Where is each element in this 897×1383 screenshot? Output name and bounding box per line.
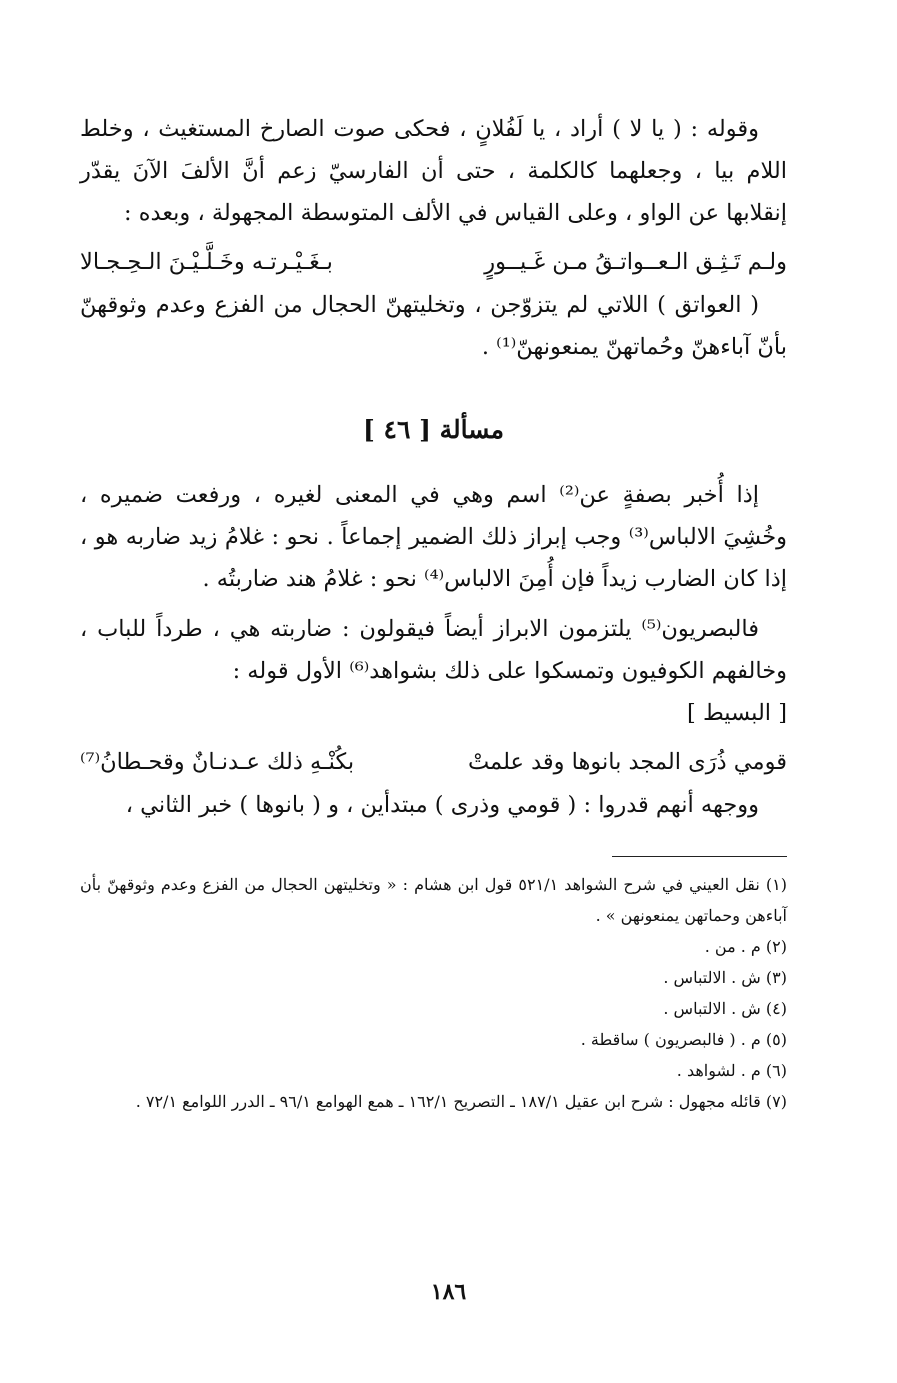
- verse-1-first-hemistich: ولـم تَـثِـق الـعــواتـقُ مـن غَـيــورٍ: [484, 249, 787, 275]
- footnote-7: (٧) قائله مجهول : شرح ابن عقيل ١٨٧/١ ـ التصريح ١٦٢/١ ـ همع الهوامع ٩٦/١ ـ الدرر اللوامع ٧٢/١ .: [135, 1092, 787, 1111]
- page-content: [80, 108, 787, 1343]
- paragraph-4: فالبصريون⁽⁵⁾ يلتزمون الابراز أيضاً فيقولون : ضاربته هي ، طرداً للباب ، وخالفهم الكوفيون وتمسكوا على ذلك بشواهد⁽⁶⁾ الأول قوله :: [80, 616, 787, 684]
- section-heading: مسألة [ ٤٦ ]: [363, 415, 504, 444]
- paragraph-1: وقوله : ( يا لا ) أراد ، يا لَفُلانٍ ، فحكى صوت الصارخ المستغيث ، وخلط اللام بيا ، وجعلهما كالكلمة ، حتى أن الفارسيّ زعم أنَّ الألفَ الآنَ يقدّر إنقلابها عن الواو ، وعلى القياس في الألف المتوسطة المجهولة ، وبعده :: [80, 116, 787, 226]
- footnote-4: (٤) ش . الالتباس .: [663, 999, 787, 1018]
- verse-2-second-hemistich: بكُنْـهِ ذلك عـدنـانٌ وقحـطانُ⁽⁷⁾: [80, 749, 355, 775]
- verse-1-second-hemistich: بـغَـيْـرتـه وخَـلَّـيْـنَ الـحِـجـالا: [80, 249, 333, 275]
- page-number: ١٨٦: [430, 1279, 467, 1305]
- footnote-6: (٦) م . لشواهد .: [676, 1061, 787, 1080]
- footnote-1: (١) نقل العيني في شرح الشواهد ٥٢١/١ قول ابن هشام : « وتخليتهن الحجال من الفزع وعدم وثوقهنّ بأن آباءهن وحماتهن يمنعونهن » .: [80, 875, 788, 925]
- footnote-2: (٢) م . من .: [704, 937, 787, 956]
- paragraph-3: إذا أُخبر بصفةٍ عن⁽²⁾ اسم وهي في المعنى لغيره ، ورفعت ضميره ، وخُشِيَ الالباس⁽³⁾ وجب إبراز ذلك الضمير إجماعاً . نحو : غلامُ زيد ضاربه هو ، إذا كان الضارب زيداً فإن أُمِنَ الالباس⁽⁴⁾ نحو : غلامُ هند ضاربتُه .: [80, 482, 787, 592]
- paragraph-5: ووجهه أنهم قدروا : ( قومي وذرى ) مبتدأين ، و ( بانوها ) خبر الثاني ،: [125, 792, 759, 818]
- footnote-divider: [612, 856, 787, 857]
- footnote-5: (٥) م . ( فالبصريون ) ساقطة .: [580, 1030, 787, 1049]
- verse-2-first-hemistich: قومي ذُرَى المجد بانوها وقد علمتْ: [467, 749, 787, 775]
- paragraph-2: ( العواتق ) اللاتي لم يتزوّجن ، وتخليتهنّ الحجال من الفزع وعدم وثوقهنّ بأنّ آباءهنّ وحُماتهنّ يمنعونهنّ⁽¹⁾ .: [80, 292, 787, 360]
- verse-2: [80, 740, 787, 784]
- footnotes: [80, 869, 787, 1117]
- verse-1: [80, 240, 787, 284]
- meter-label: [ البسيط ]: [687, 700, 787, 726]
- footnote-3: (٣) ش . الالتباس .: [663, 968, 787, 987]
